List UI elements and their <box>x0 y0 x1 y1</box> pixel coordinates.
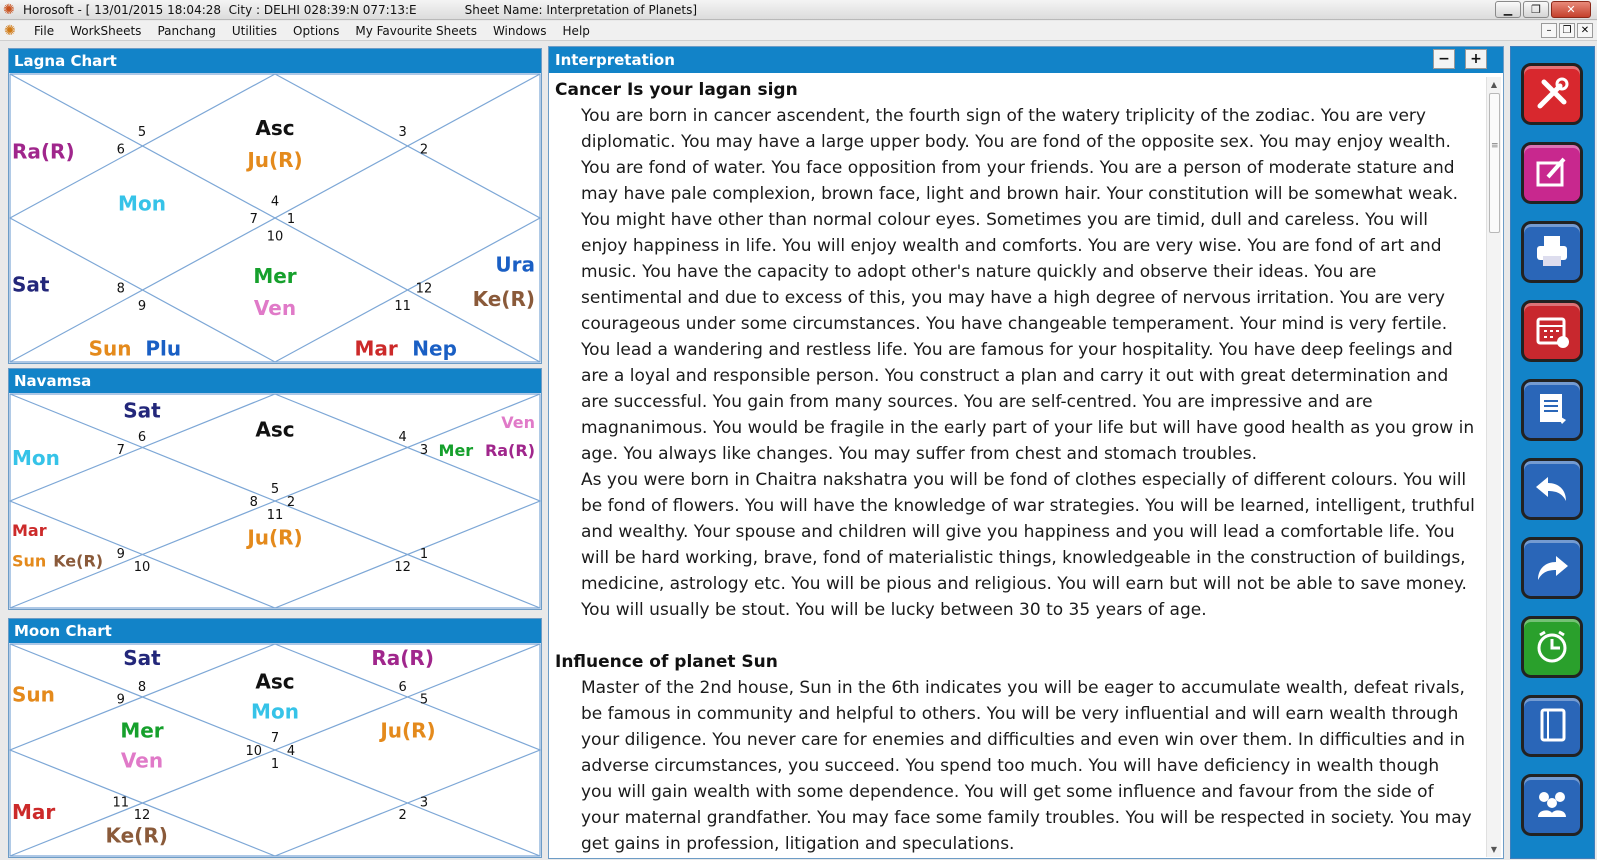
collapse-button[interactable]: − <box>1433 49 1455 69</box>
right-toolbar <box>1510 46 1595 859</box>
house-number: 1 <box>419 546 429 562</box>
close-document-button[interactable]: ✕ <box>1577 23 1593 38</box>
planet-label: Ju(R) <box>247 148 303 172</box>
section-heading-sun: Influence of planet Sun <box>555 652 778 672</box>
planet-label: Plu <box>145 336 182 361</box>
restore-document-button[interactable]: ❐ <box>1559 23 1575 38</box>
planet-label: Mar <box>354 336 398 361</box>
planet-label: Ra(R) <box>371 645 434 670</box>
house-number: 1 <box>270 756 280 772</box>
house-number: 7 <box>249 212 258 227</box>
interpretation-header <box>549 47 1503 73</box>
section-text-sun: Master of the 2nd house, Sun in the 6th indicates you will be eager to accumulate wealth, defeat rivals, be famous in community and helpful to others. You will be very influential and will earn wealth through your diligence. You never care for enemies and difficulties and even win over them. In difficulties and in adverse circumstances, you succeed. You spend too much. You will have deficiency in wealth though you will gain wealth with some dependence. You will get some influence and favour from the side of your maternal grandfather. You may face some family troubles. You will be respected in society. You may get gains in profession, litigation and speculations. <box>581 678 1472 854</box>
menu-utilities[interactable]: Utilities <box>231 23 278 38</box>
window-title: Horosoft - [ 13/01/2015 18:04:28 City : DELHI 028:39:N 077:13:E <box>23 2 417 17</box>
print-icon <box>1532 232 1572 272</box>
house-number: 11 <box>394 299 411 314</box>
planet-label: Mon <box>12 445 60 470</box>
house-number: 5 <box>137 125 147 140</box>
house-number: 9 <box>116 692 125 708</box>
house-number: 9 <box>116 546 125 562</box>
house-number: 9 <box>137 299 147 314</box>
house-number: 4 <box>286 744 296 759</box>
section-heading-lagan: Cancer Is your lagan sign <box>555 80 798 100</box>
minimize-document-button[interactable]: – <box>1541 23 1557 38</box>
moon-chart-title: Moon Chart <box>9 619 541 643</box>
planet-label: Ven <box>120 748 164 773</box>
menu-worksheets[interactable]: WorkSheets <box>70 23 142 38</box>
house-number: 7 <box>116 443 125 459</box>
house-number: 11 <box>112 795 129 811</box>
lagna-chart-title: Lagna Chart <box>9 49 541 73</box>
calendar-button[interactable] <box>1521 300 1583 362</box>
lagna-chart[interactable] <box>9 73 541 363</box>
planet-label: Sun <box>88 336 132 361</box>
back-icon <box>1532 469 1572 509</box>
menu-file[interactable]: File <box>34 23 55 38</box>
back-button[interactable] <box>1521 458 1583 520</box>
planet-label: Sat <box>12 272 50 297</box>
house-number: 10 <box>133 559 151 575</box>
interpretation-title: Interpretation <box>555 51 675 69</box>
planet-label: Mer <box>253 264 297 288</box>
moon-chart-panel <box>8 618 542 858</box>
house-number: 2 <box>419 142 429 158</box>
planet-label: Ke(R) <box>53 551 104 571</box>
house-number: 7 <box>270 731 280 747</box>
house-number: 10 <box>266 229 284 245</box>
book-icon <box>1532 706 1572 746</box>
interpretation-panel <box>548 46 1504 859</box>
house-number: 10 <box>245 744 262 759</box>
house-number: 1 <box>286 212 296 227</box>
document-icon <box>1532 390 1572 430</box>
close-window-button[interactable]: ✕ <box>1551 1 1591 18</box>
document-button[interactable] <box>1521 379 1583 441</box>
menu-windows[interactable]: Windows <box>492 23 547 38</box>
house-number: 12 <box>415 281 433 297</box>
interpretation-text-area[interactable] <box>555 77 1475 857</box>
house-number: 5 <box>270 482 280 498</box>
planet-label: Ke(R) <box>105 823 168 848</box>
document-menu-icon[interactable]: ✺ <box>4 22 16 39</box>
house-number: 11 <box>266 507 284 523</box>
planet-label: Mer <box>438 441 474 461</box>
minimize-window-button[interactable]: ▁ <box>1495 1 1521 18</box>
house-number: 12 <box>133 808 151 824</box>
house-number: 5 <box>419 692 429 708</box>
navamsa-chart-title: Navamsa <box>9 369 541 393</box>
clock-button[interactable] <box>1521 616 1583 678</box>
house-number: 3 <box>419 443 429 459</box>
planet-label: Mon <box>251 699 299 724</box>
expand-button[interactable]: + <box>1465 49 1487 69</box>
planet-label: Sun <box>12 682 55 707</box>
sheet-name: Sheet Name: Interpretation of Planets] <box>464 2 698 17</box>
house-number: 8 <box>116 281 125 297</box>
app-logo-icon: ✺ <box>3 1 15 18</box>
menu-panchang[interactable]: Panchang <box>157 23 216 38</box>
house-number: 6 <box>398 679 407 695</box>
menu-bar <box>0 21 1597 41</box>
menu-options[interactable]: Options <box>293 23 340 38</box>
planet-label: Ju(R) <box>380 718 436 743</box>
house-number: 6 <box>116 142 125 158</box>
clock-icon <box>1532 627 1572 667</box>
scroll-up-icon[interactable]: ▲ <box>1490 80 1498 89</box>
house-number: 4 <box>398 430 407 446</box>
planet-label: Asc <box>255 669 295 694</box>
forward-icon <box>1532 548 1572 588</box>
navamsa-chart-panel <box>8 368 542 610</box>
vertical-scrollbar[interactable] <box>1486 77 1501 857</box>
planet-label: Ven <box>501 413 535 433</box>
planet-label: Ju(R) <box>247 525 303 550</box>
planet-label: Ke(R) <box>472 287 535 312</box>
tools-button[interactable] <box>1521 63 1583 125</box>
section-text-lagan: You are born in cancer ascendent, the fourth sign of the watery triplicity of the zodiac. You are very diplomatic. You may have a large upper body. You are fond of the opposite sex. You may enjoy wealth. You are fond of water. You face opposition from your friends. You are a person of moderate stature and may have pale complexion, brown face, light and brown hair. Your constitution will be somewhat weak. You might have other than normal colour eyes. Sometimes you are timid, dull and careless. You will enjoy happiness in life. You will enjoy wealth and comforts. You are very wise. You are fond of art and music. You have the capacity to adopt other's nature quickly and observe their ideas. You are sentimental and due to excess of this, you may have a high degree of nervous irritation. You are very courageous under some circumstances. You have changeable temperament. Your mind is very fertile. You lead a wandering and restless life. You are famous for your hospitality. You have deep feelings and are a loyal and responsible person. You construct a plan and carry it out with great determination and are successful. You gain from many sources. You are self-centred. You are impressive and are magnanimous. You would be fragile in the early part of your life but will have good health as you grow in age. You always like changes. You may suffer from chest and stomach troubles. As you were born in Chaitra nakshatra you will be fond of clothes especially of different colours. You will be fond of flowers. You will have the knowledge of war strategies. You will be learned, intelligent, truthful and wealthy. Your spouse and children will give you happiness and you will lead a comfortable life. You will be hard working, brave, fond of materialistic things, knowledgeable in the construction of buildings, medicine, astrology etc. You will be pious and religious. You will earn but will not be able to save money. You will usually be stout. You will be lucky between 30 to 35 years of age. <box>581 106 1475 620</box>
planet-label: Mer <box>120 718 164 743</box>
moon-chart[interactable] <box>9 643 541 857</box>
group-button[interactable] <box>1521 774 1583 836</box>
group-icon <box>1532 785 1572 825</box>
book-button[interactable] <box>1521 695 1583 757</box>
planet-label: Sat <box>123 645 161 670</box>
planet-label: Asc <box>255 116 295 141</box>
planet-label: Sun <box>12 551 47 571</box>
house-number: 12 <box>394 559 411 575</box>
tools-icon <box>1532 74 1572 114</box>
menu-help[interactable]: Help <box>562 23 590 38</box>
lagna-chart-panel <box>8 48 542 364</box>
print-button[interactable] <box>1521 221 1583 283</box>
planet-label: Mon <box>118 191 166 216</box>
navamsa-chart[interactable] <box>9 393 541 609</box>
planet-label: Mar <box>12 521 47 541</box>
edit-icon <box>1532 153 1572 193</box>
planet-label: Mar <box>12 800 56 825</box>
house-number: 2 <box>398 808 407 824</box>
planet-label: Ura <box>495 252 535 277</box>
house-number: 2 <box>286 495 296 510</box>
restore-window-button[interactable]: ❐ <box>1523 1 1549 18</box>
planet-label: Sat <box>123 398 161 423</box>
menu-my-favourite-sheets[interactable]: My Favourite Sheets <box>355 23 477 38</box>
scrollbar-thumb[interactable] <box>1489 93 1500 233</box>
calendar-icon <box>1532 311 1572 351</box>
planet-label: Nep <box>412 336 457 361</box>
scroll-grip-icon: ≡ <box>1491 141 1499 151</box>
house-number: 3 <box>419 795 429 811</box>
planet-label: Ra(R) <box>484 441 535 461</box>
house-number: 4 <box>270 194 280 210</box>
edit-button[interactable] <box>1521 142 1583 204</box>
house-number: 8 <box>137 679 147 695</box>
planet-label: Asc <box>255 417 295 442</box>
house-number: 8 <box>249 495 258 510</box>
house-number: 6 <box>137 430 147 446</box>
house-number: 3 <box>398 125 407 140</box>
planet-label: Ven <box>253 295 297 320</box>
planet-label: Ra(R) <box>12 139 75 164</box>
title-bar <box>0 0 1597 20</box>
scroll-down-icon[interactable]: ▼ <box>1490 845 1498 854</box>
forward-button[interactable] <box>1521 537 1583 599</box>
